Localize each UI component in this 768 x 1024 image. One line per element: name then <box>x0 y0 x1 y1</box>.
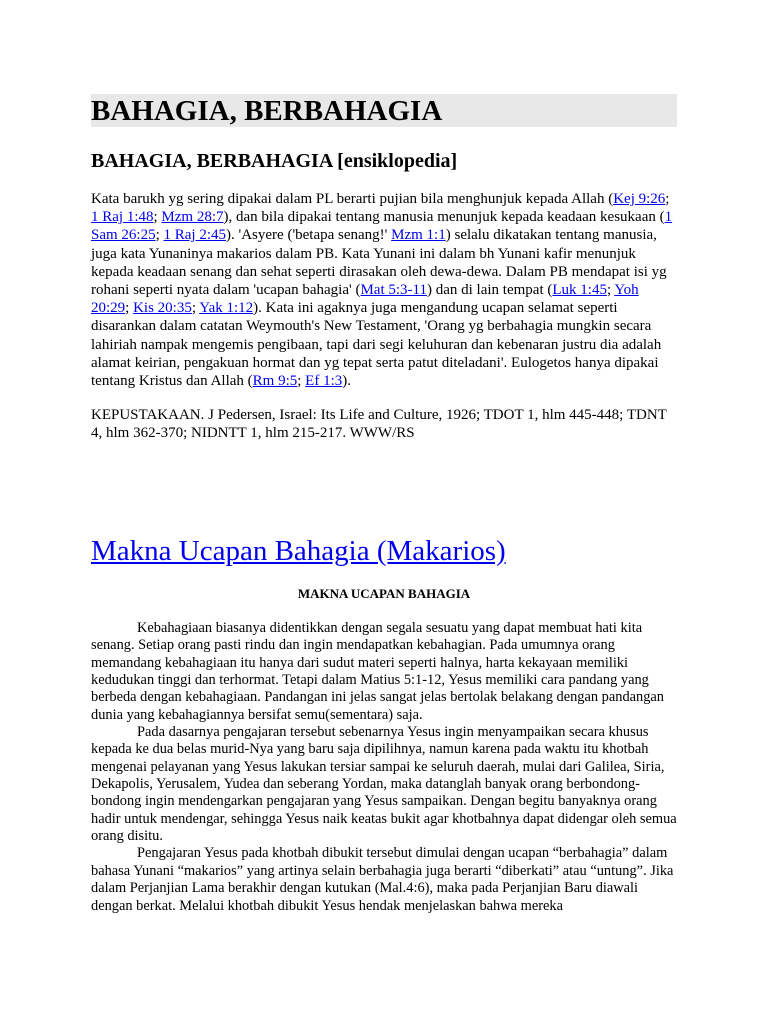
text-span: ) dan di lain tempat ( <box>426 282 553 299</box>
article-paragraph: Kebahagiaan biasanya didentikkan dengan segala sesuatu yang dapat membuat hati kita senang. Setiap orang pasti rindu dan ingin mendapatkan kebahagian. Pada umumnya orang memandang kebahagiaan itu hanya dari sudut materi seperti halnya, harta kekayaan memiliki kedudukan tinggi dan terhormat. Tetapi dalam Matius 5:1-12, Yesus memiliki cara pandang yang berbeda dengan kebahagiaan. Pandangan ini jelas sangat jelas bertolak belakang dengan pandangan dunia yang kebahagiannya bersifat semu(sementara) saja. <box>91 620 664 723</box>
text-span: ), dan bila dipakai tentang manusia menunjuk kepada keadaan kesukaan ( <box>223 209 665 226</box>
ref-link-1-raj-1-48[interactable]: 1 Raj 1:48 <box>91 209 154 226</box>
ref-link-1-raj-2-45[interactable]: 1 Raj 2:45 <box>163 227 227 244</box>
bibliography-paragraph: KEPUSTAKAAN. J Pedersen, Israel: Its Life and Culture, 1926; TDOT 1, hlm 445-448; TDNT 4, hlm 362-370; NIDNTT 1, hlm 215-217. WWW/RS <box>91 407 667 442</box>
ref-link-1-sam-26-25[interactable]: 1 Sam 26:25 <box>91 209 673 244</box>
article-paragraph: Pengajaran Yesus pada khotbah dibukit tersebut dimulai dengan ucapan “berbahagia” dalam bahasa Yunani “makarios” yang artinya selain berbahagia juga berarti “diberkati” atau “untung”. Jika dalam Perjanjian Lama berakhir dengan kutukan (Mal.4:6), maka pada Perjanjian Baru diawali dengan berkat. Melalui khotbah dibukit Yesus hendak menjelaskan bahwa mereka <box>91 845 674 914</box>
text-span: ). Kata ini agaknya juga mengandung ucapan selamat seperti disarankan dalam catatan Weymouth's New Testament, 'Orang yg berbahagia mungkin secara lahiriah nampak mengemis pengibaan, tapi dari segi keluhuran dan kebenaran justru dia adalah alamat keirian, pengakuan hormat dan yg tepat serta patut diteladani'. Eulogetos hanya dipakai tentang Kristus dan Allah ( <box>91 300 662 390</box>
text-span: ; <box>665 191 670 207</box>
text-span: ; <box>155 227 164 244</box>
ref-link-kis-20-35[interactable]: Kis 20:35 <box>133 300 192 317</box>
article-paragraph: Pada dasarnya pengajaran tersebut sebenarnya Yesus ingin menyampaikan secara khusus kepada ke dua belas murid-Nya yang baru saja dipilihnya, namun karena pada waktu itu khotbah mengenai pelayanan yang Yesus lakukan tersiar sampai ke seluruh daerah, mulai dari Galilea, Siria, Dekapolis, Yerusalem, Yudea dan seberang Yordan, maka datanglah banyak orang berbondong-bondong ingin mendengarkan pengajaran yang Yesus sampaikan. Dengan begitu banyaknya orang hadir untuk mendengar, sehingga Yesus naik keatas bukit agar khotbahnya dapat didengar oleh semua orang disitu. <box>91 724 677 845</box>
ref-link-ef-1-3[interactable]: Ef 1:3 <box>305 373 343 390</box>
section-heading: BAHAGIA, BERBAHAGIA [ensiklopedia] <box>91 150 458 172</box>
ref-link-yoh-20-29[interactable]: Yoh 20:29 <box>91 282 639 317</box>
ref-link-rm-9-5[interactable]: Rm 9:5 <box>252 373 298 390</box>
text-span: ). 'Asyere ('betapa senang!' <box>226 227 392 244</box>
ref-link-mat-5-3-11[interactable]: Mat 5:3-11 <box>360 282 427 299</box>
ref-link-kej-9-26[interactable]: Kej 9:26 <box>613 191 666 207</box>
article-title <box>91 533 506 569</box>
page-title: BAHAGIA, BERBAHAGIA <box>91 94 677 127</box>
text-span: Kata barukh yg sering dipakai dalam PL berarti pujian bila menghunjuk kepada Allah ( <box>91 191 614 207</box>
article-subtitle: MAKNA UCAPAN BAHAGIA <box>297 586 471 601</box>
text-span: ; <box>125 300 134 317</box>
article-title-link[interactable]: Makna Ucapan Bahagia (Makarios) <box>91 535 506 567</box>
text-span: ; <box>606 282 615 299</box>
article-body <box>91 620 681 915</box>
text-span: ). <box>342 373 351 390</box>
text-span: ; <box>191 300 200 317</box>
ref-link-mzm-28-7[interactable]: Mzm 28:7 <box>161 209 224 226</box>
ref-link-yak-1-12[interactable]: Yak 1:12 <box>199 300 254 317</box>
text-span: ) selalu dikatakan tentang manusia, juga kata Yunaninya makarios dalam PB. Kata Yunani ini dalam bh Yunani kafir menunjuk kepada keadaan senang dan sehat seperti dirasakan oleh dewa-dewa. Dalam PB mendapat isi yg rohani seperti nyata dalam 'ucapan bahagia' ( <box>91 227 667 299</box>
encyclopedia-paragraph <box>91 190 679 390</box>
ref-link-luk-1-45[interactable]: Luk 1:45 <box>552 282 607 299</box>
text-span: ; <box>297 373 306 390</box>
text-span: ; <box>153 209 162 226</box>
ref-link-mzm-1-1[interactable]: Mzm 1:1 <box>391 227 446 244</box>
